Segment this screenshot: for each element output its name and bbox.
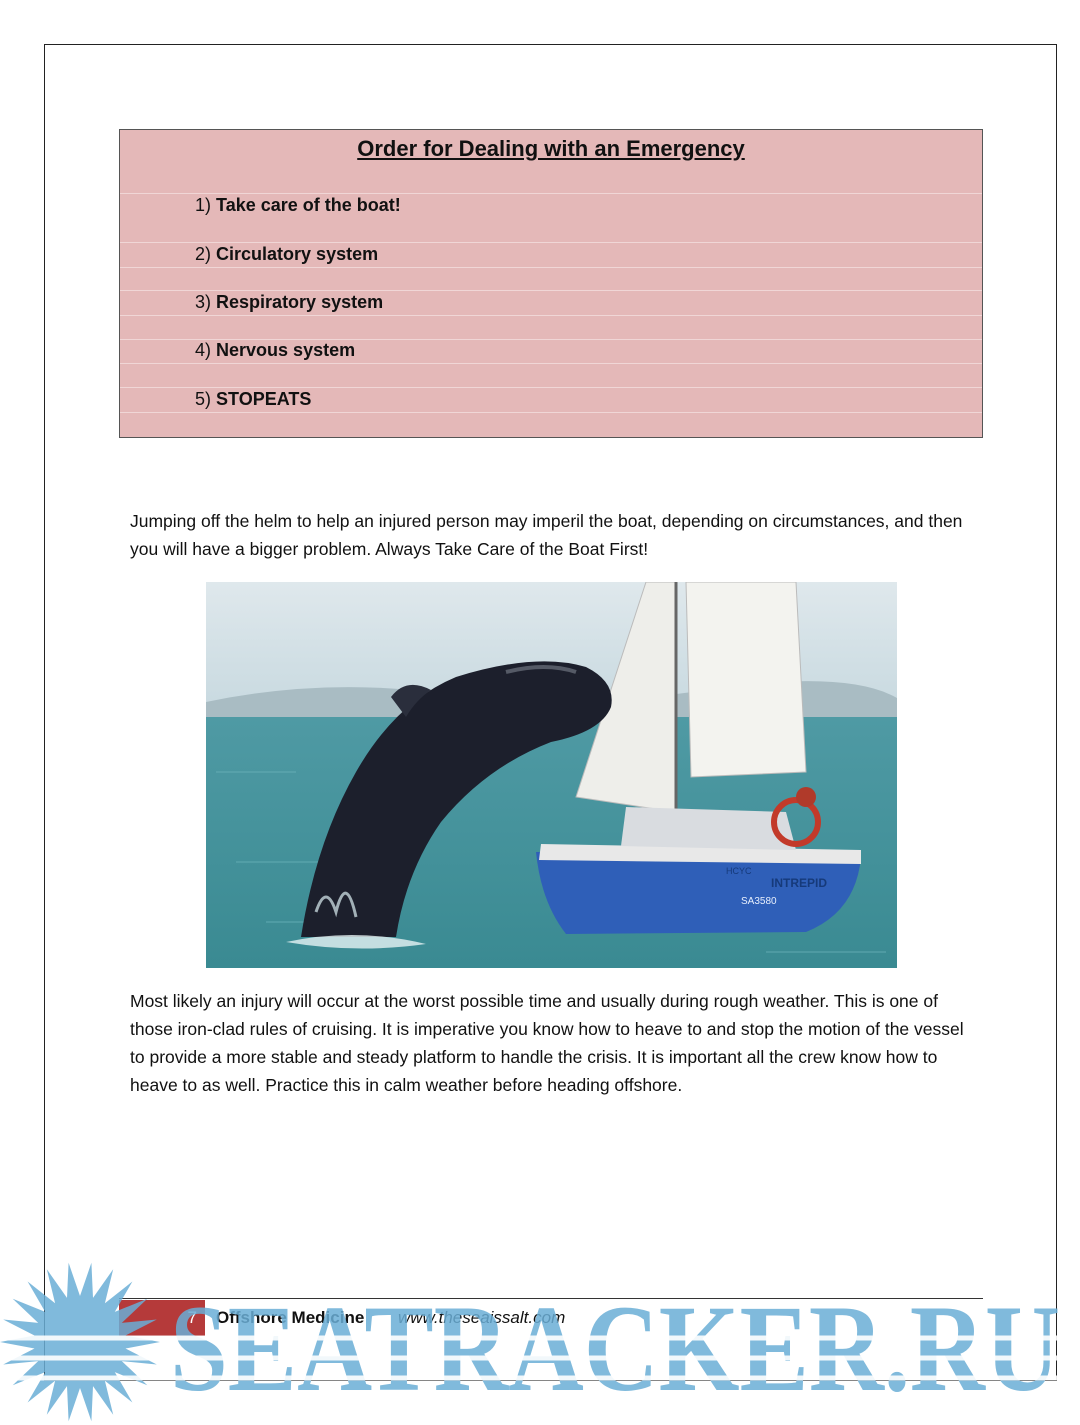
step-label: Respiratory system (216, 292, 384, 312)
boat-name: INTREPID (771, 876, 828, 890)
jib-sail (686, 582, 806, 777)
row-divider (120, 387, 982, 388)
box-title: Order for Dealing with an Emergency (357, 136, 745, 161)
step-number: 1) (195, 195, 212, 215)
watermark-logo (0, 1262, 1080, 1425)
paragraph-heave-to: Most likely an injury will occur at the worst possible time and usually during rough weather. This is one of those iron-clad rules of cruising. It is imperative you know how to heave to and stop the motion of the vessel to provide a more stable and steady platform to handle the crisis. It is important all the crew know how to heave to as well. Practice this in calm weather before heading offshore. (130, 991, 964, 1095)
step-2 (195, 244, 378, 265)
page-number: 7 (119, 1300, 205, 1336)
boat-hull (536, 852, 861, 934)
hull-id: SA3580 (741, 896, 777, 907)
emergency-order-box (119, 129, 983, 438)
step-5 (195, 389, 311, 410)
cabin (621, 807, 796, 850)
step-number: 2) (195, 244, 212, 264)
club-mark: HCYC (726, 866, 752, 876)
step-3 (195, 292, 383, 313)
step-label: Nervous system (216, 340, 356, 360)
sunburst-icon (0, 1263, 160, 1421)
row-divider (120, 290, 982, 291)
footer-url[interactable]: www.theseaissalt.com (398, 1308, 566, 1327)
step-label: Circulatory system (216, 244, 379, 264)
row-divider (120, 412, 982, 413)
row-divider (120, 363, 982, 364)
step-4 (195, 340, 355, 361)
step-label: Take care of the boat! (216, 195, 401, 215)
step-number: 4) (195, 340, 212, 360)
row-divider (120, 267, 982, 268)
footer-title: Offshore Medicine (216, 1308, 365, 1327)
row-divider (120, 242, 982, 243)
step-label: STOPEATS (216, 389, 312, 409)
row-divider (120, 193, 982, 194)
watermark-text: SEATRACKER.RU (170, 1280, 1060, 1417)
whale-sailboat-photo (206, 582, 897, 968)
step-1 (195, 195, 401, 216)
step-number: 3) (195, 292, 212, 312)
row-divider (120, 315, 982, 316)
step-number: 5) (195, 389, 212, 409)
paragraph-helm: Jumping off the helm to help an injured person may imperil the boat, depending on circumstances, and then you will have a bigger problem. Always Take Care of the Boat First! (130, 511, 963, 559)
photo-illustration (206, 582, 897, 968)
